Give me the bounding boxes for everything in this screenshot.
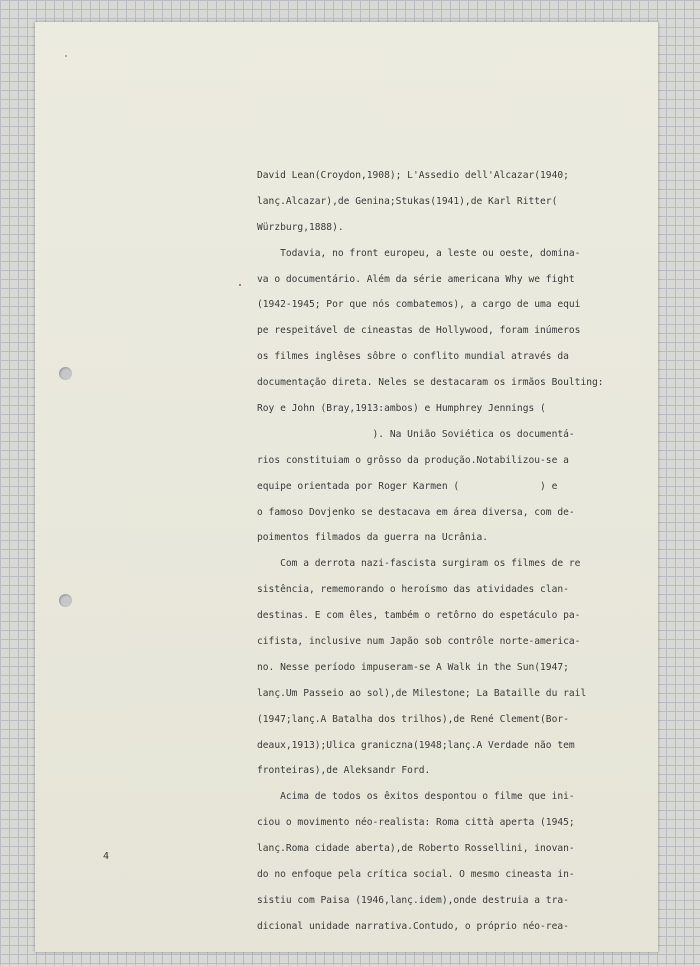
text-line-10: Roy e John (Bray,1913:ambos) e Humphrey Jennings (	[257, 403, 546, 415]
text-line-25: Acima de todos os êxitos despontou o filme que ini-	[257, 791, 575, 803]
text-line-30: dicional unidade narrativa.Contudo, o próprio néo-rea-	[257, 920, 569, 932]
page-number: 4	[103, 851, 110, 862]
text-line-12: rios constituiam o grôsso da produção.Notabilizou-se a	[257, 454, 569, 466]
text-line-7: pe respeitável de cineastas de Hollywood, foram inúmeros	[257, 325, 581, 337]
text-line-6: (1942-1945; Por que nós combatemos), a cargo de uma equi	[257, 299, 581, 311]
ink-speck	[239, 284, 241, 286]
text-line-24: fronteiras),de Aleksandr Ford.	[257, 765, 431, 777]
text-line-29: sistiu com Paisa (1946,lanç.idem),onde destruia a tra-	[257, 894, 569, 906]
typewritten-page	[35, 22, 658, 952]
text-line-22: (1947;lanç.A Batalha dos trilhos),de René Clement(Bor-	[257, 713, 569, 725]
text-line-15: poimentos filmados da guerra na Ucrânia.	[257, 532, 489, 544]
text-line-11: ). Na União Soviética os documentá-	[257, 428, 575, 440]
text-line-19: cifista, inclusive num Japão sob contrôle norte-america-	[257, 636, 581, 648]
paper-speck	[65, 55, 67, 57]
text-line-8: os filmes inglêses sôbre o conflito mundial através da	[257, 351, 569, 363]
text-line-13: equipe orientada por Roger Karmen ( ) e	[257, 480, 558, 492]
text-line-18: destinas. E com êles, também o retôrno do espetáculo pa-	[257, 610, 581, 622]
typewritten-text-block	[257, 163, 642, 940]
punch-hole-bottom	[59, 594, 72, 607]
text-line-4: Todavia, no front europeu, a leste ou oeste, domina-	[257, 247, 581, 259]
text-line-9: documentação direta. Neles se destacaram os irmãos Boulting:	[257, 377, 604, 389]
text-line-3: Würzburg,1888).	[257, 221, 344, 233]
text-line-2: lanç.Alcazar),de Genina;Stukas(1941),de Karl Ritter(	[257, 195, 558, 207]
text-line-28: do no enfoque pela crítica social. O mesmo cineasta in-	[257, 869, 575, 881]
text-line-1: David Lean(Croydon,1908); L'Assedio dell'Alcazar(1940;	[257, 170, 569, 181]
text-line-26: ciou o movimento néo-realista: Roma città aperta (1945;	[257, 817, 575, 829]
text-line-14: o famoso Dovjenko se destacava em área diversa, com de-	[257, 506, 575, 518]
text-line-17: sistência, rememorando o heroísmo das atividades clan-	[257, 584, 569, 596]
punch-hole-top	[59, 367, 72, 380]
text-line-27: lanç.Roma cidade aberta),de Roberto Rossellini, inovan-	[257, 843, 575, 855]
text-line-5: va o documentário. Além da série americana Why we fight	[257, 273, 575, 285]
text-line-23: deaux,1913);Ulica graniczna(1948;lanç.A Verdade não tem	[257, 739, 575, 751]
text-line-16: Com a derrota nazi-fascista surgiram os filmes de re	[257, 558, 581, 570]
text-line-21: lanç.Um Passeio ao sol),de Milestone; La Bataille du rail	[257, 687, 587, 699]
text-line-20: no. Nesse período impuseram-se A Walk in the Sun(1947;	[257, 661, 569, 673]
